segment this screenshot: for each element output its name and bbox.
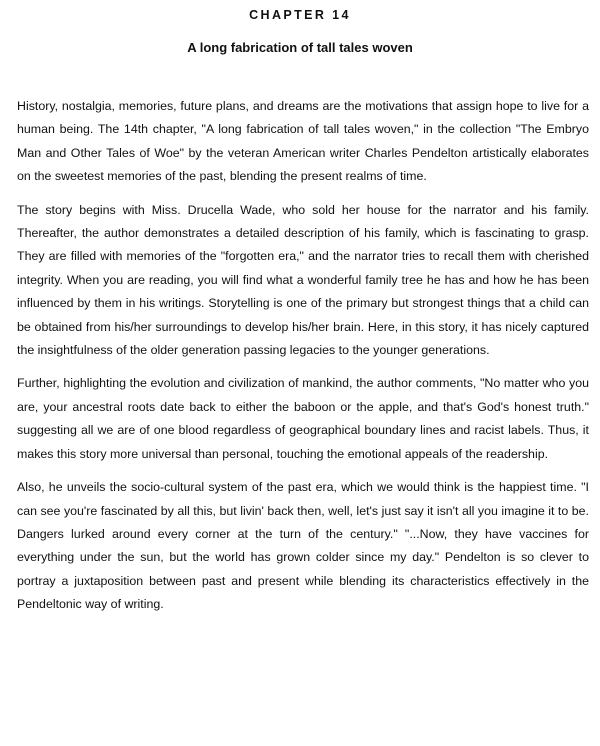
paragraph-1: History, nostalgia, memories, future plans, and dreams are the motivations that assign hope to live for a human being. The 14th chapter, "A long fabrication of tall tales woven," in the collection "The Embryo Man and Other Tales of Woe" by the veteran American writer Charles Pendelton artistically elaborates on the sweetest memories of the past, blending the present realms of time. [17, 99, 589, 184]
paragraph-2: The story begins with Miss. Drucella Wade, who sold her house for the narrator and his family. Thereafter, the author demonstrates a detailed description of his family, which is fascinating to grasp. They are filled with memories of the "forgotten era," and the narrator tries to recall them with cherished integrity. When you are reading, you will find what a wonderful family tree he has and how he has been influenced by them in his writings. Storytelling is one of the primary but strongest things that a child can be obtained from his/her surroundings to develop his/her brain. Here, in this story, it has nicely captured the insightfulness of the older generation passing legacies to the younger generations. [17, 202, 589, 358]
chapter-title: A long fabrication of tall tales woven [187, 40, 413, 55]
chapter-heading: CHAPTER 14 [249, 8, 351, 22]
paragraph-3: Further, highlighting the evolution and civilization of mankind, the author comments, "No matter who you are, your ancestral roots date back to either the baboon or the apple, and that's God's honest truth." suggesting all we are of one blood regardless of geographical boundary lines and racist labels. Thus, it makes this story more universal than personal, touching the emotional appeals of the readership. [17, 376, 589, 461]
document-body [17, 95, 589, 627]
paragraph-4: Also, he unveils the socio-cultural system of the past era, which we would think is the happiest time. "I can see you're fascinated by all this, but livin' back then, well, let's just say it isn't all you imagine it to be. Dangers lurked around every corner at the turn of the century." "...Now, they have vaccines for everything under the sun, but the world has grown colder since my day." Pendelton is so clever to portray a juxtaposition between past and present while blending its characteristics effectively in the Pendeltonic way of writing. [17, 480, 589, 612]
